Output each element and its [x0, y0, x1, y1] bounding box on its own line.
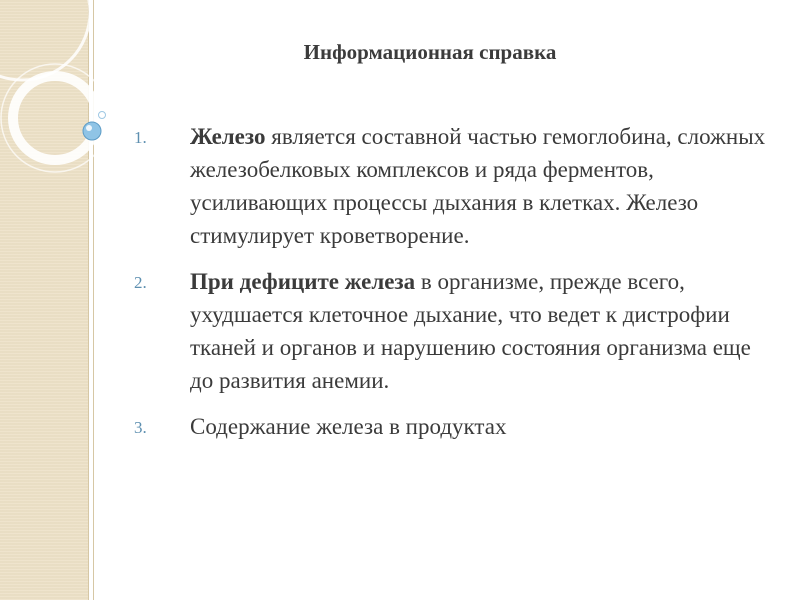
list-item-bold: Железо: [190, 124, 266, 149]
list-item: [130, 410, 770, 443]
list-item-text: [190, 269, 751, 393]
slide-title: Информационная справка: [303, 40, 557, 64]
list-item-bold: При дефиците железа: [190, 269, 416, 294]
list-item-text: [190, 414, 506, 439]
list-item-body: является составной частью гемоглобина, сложных железобелковых комплексов и ряда ферментов, усиливающих процессы дыхания в клетках. Железо стимулирует кроветворение.: [190, 124, 766, 248]
side-panel-border: [88, 0, 94, 600]
list-number: 1.: [134, 128, 147, 147]
list-item: [130, 120, 770, 252]
list-number: 3.: [134, 418, 147, 437]
list-item-body: в организме, прежде всего, ухудшается клеточное дыхание, что ведет к дистрофии тканей и органов и нарушению состояния организма еще до развития анемии.: [190, 269, 751, 393]
list-item-text: [190, 124, 765, 248]
list-item: [130, 265, 770, 397]
info-list: [130, 120, 770, 456]
side-panel: [0, 0, 88, 600]
list-item-body: Содержание железа в продуктах: [190, 414, 507, 439]
list-number: 2.: [134, 273, 147, 292]
